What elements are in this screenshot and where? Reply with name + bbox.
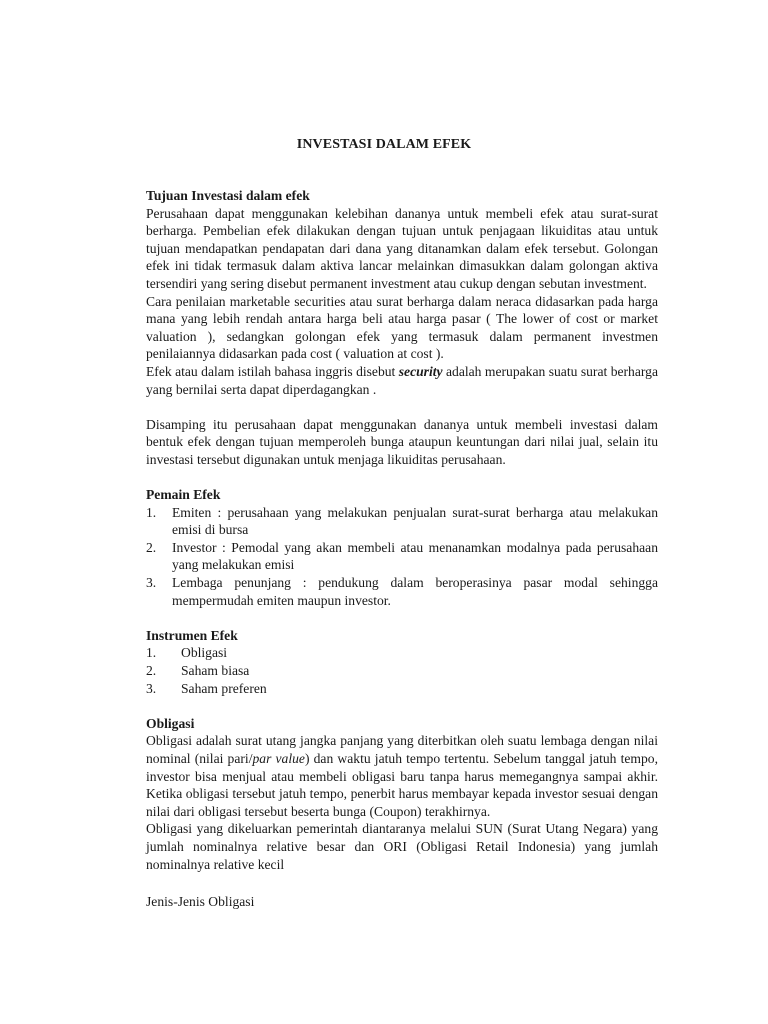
paragraph-obligasi-2: Obligasi yang dikeluarkan pemerintah diantaranya melalui SUN (Surat Utang Negara) yang jumlah nominalnya relative besar dan ORI (Obligasi Retail Indonesia) yang jumlah nominalnya relative kecil [146,821,658,872]
list-text: Lembaga penunjang : pendukung dalam beroperasinya pasar modal sehingga mempermudah emiten maupun investor. [172,575,658,608]
list-item [146,574,658,609]
list-number: 2. [146,539,157,555]
list-text: Obligasi [181,645,228,661]
paragraph-tujuan-2: Cara penilaian marketable securities atau surat berharga dalam neraca didasarkan pada harga mana yang lebih rendah antara harga beli atau harga pasar ( The lower of cost or market valuation ), sedangkan golongan efek yang termasuk dalam permanent investmen penilaiannya didasarkan pada cost ( valuation at cost ). [146,293,658,362]
list-number: 1. [146,504,157,520]
section-heading-jenis: Jenis-Jenis Obligasi [146,894,255,909]
paragraph-tujuan-4: Disamping itu perusahaan dapat menggunakan dananya untuk membeli investasi dalam bentuk efek dengan tujuan memperoleh bunga ataupun keuntungan dari nilai jual, selain itu investasi tersebut digunakan untuk menjaga likuiditas perusahaan. [146,416,658,467]
list-item [146,662,658,680]
section-heading-pemain: Pemain Efek [146,487,221,503]
term-security: security [398,363,443,379]
section-heading-obligasi: Obligasi [146,715,195,731]
pemain-list [146,504,658,610]
paragraph-text: adalah merupakan suatu surat berharga yang bernilai serta dapat diperdagangkan . [146,363,658,397]
paragraph-text: Efek atau dalam istilah bahasa inggris disebut [146,363,399,379]
paragraph-tujuan-3 [146,363,658,398]
paragraph-text: ) dan waktu jatuh tempo tertentu. Sebelum tanggal jatuh tempo, investor bisa menjual atau membeli obligasi baru tanpa harus memegangnya sampai akhir. Ketika obligasi tersebut jatuh tempo, penerbit harus membayar kepada investor sesuai dengan nilai dari obligasi tersebut beserta bunga (Coupon) terakhirnya. [146,751,658,819]
section-heading-instrumen: Instrumen Efek [146,627,238,643]
term-par-value: par value [252,751,305,766]
paragraph-tujuan-1: Perusahaan dapat menggunakan kelebihan dananya untuk membeli efek atau surat-surat berharga. Pembelian efek dilakukan dengan tujuan untuk penjagaan likuiditas atau untuk tujuan mendapatkan pendapatan dari dana yang ditanamkan dalam efek tersebut. Golongan efek ini tidak termasuk dalam aktiva lancar melainkan dimasukkan dalam golongan aktiva tersendiri yang sering disebut permanent investment atau cukup dengan sebutan investment. [146,205,658,291]
list-number: 2. [146,663,157,679]
list-item [146,680,658,698]
list-text: Investor : Pemodal yang akan membeli atau menanamkan modalnya pada perusahaan yang melakukan emisi [172,539,658,573]
page-title: INVESTASI DALAM EFEK [296,137,472,152]
list-item [146,504,658,539]
list-item [146,644,658,662]
list-number: 1. [146,645,157,661]
list-text: Saham preferen [181,680,267,696]
list-text: Emiten : perusahaan yang melakukan penjualan surat-surat berharga atau melakukan emisi di bursa [172,504,658,538]
list-number: 3. [146,575,157,591]
list-item [146,539,658,574]
document-body [146,187,658,873]
list-text: Saham biasa [181,663,250,679]
list-number: 3. [146,680,157,696]
paragraph-obligasi-1 [146,732,658,820]
paragraph-text: Obligasi adalah surat utang jangka panjang yang diterbitkan oleh suatu lembaga dengan nilai nominal (nilai pari/ [146,733,658,766]
instrumen-list [146,644,658,697]
section-heading-tujuan: Tujuan Investasi dalam efek [146,188,310,203]
